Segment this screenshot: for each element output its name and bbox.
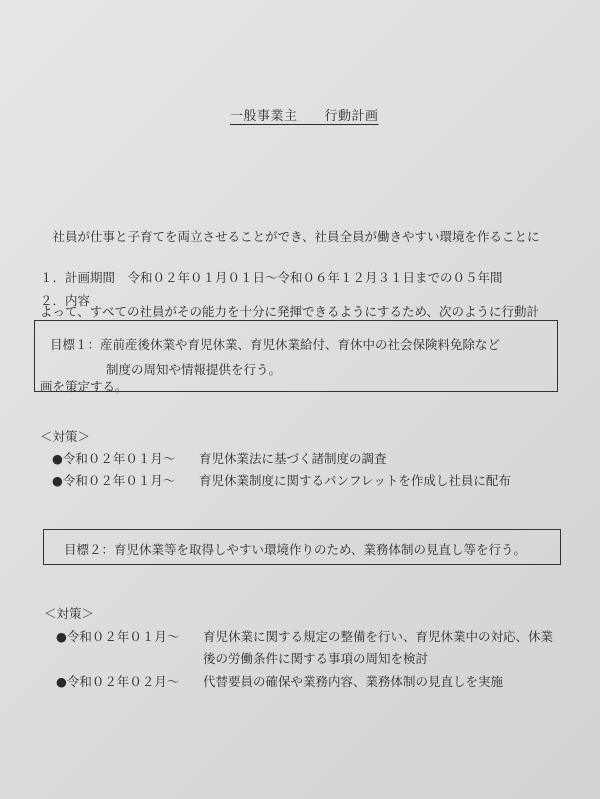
content-heading: ２．内容	[40, 293, 91, 308]
intro-line-2: よって、すべての社員がその能力を十分に発揮できるようにするため、次のように行動計	[40, 304, 540, 319]
measure-2-2-date: ●令和０２年０２月～	[56, 674, 180, 689]
intro-paragraph	[40, 174, 585, 449]
goal-1-line-2: 制度の周知や情報提供を行う。	[106, 362, 282, 377]
document-title: 一般事業主 行動計画	[230, 109, 379, 124]
measure-1-1-date: ●令和０２年０１月～	[52, 451, 176, 466]
goal-1-box	[34, 320, 558, 392]
measure-1-2-date: ●令和０２年０１月～	[52, 473, 176, 488]
goal-2-line-1: 目標２：育児休業等を取得しやすい環境作りのため、業務体制の見直し等を行う。	[64, 542, 527, 557]
measure-2-1-text: 育児休業に関する規定の整備を行い、育児休業中の対応、休業	[203, 629, 554, 644]
measures-1-label: ＜対策＞	[40, 429, 91, 444]
measure-2-2	[56, 672, 566, 690]
goal-1-line-1: 目標１：産前産後休業や育児休業、育児休業給付、育休中の社会保険料免除など	[50, 337, 501, 352]
intro-line-3: 画を策定する。	[40, 379, 128, 394]
measures-2-label: ＜対策＞	[44, 606, 95, 621]
plan-period: １．計画期間 令和０２年０１月０１日～令和０６年１２月３１日までの０５年間	[40, 270, 503, 285]
measure-1-2	[52, 471, 552, 489]
intro-line-1: 社員が仕事と子育てを両立させることができ、社員全員が働きやすい環境を作ることに	[40, 229, 540, 244]
measure-2-2-text: 代替要員の確保や業務内容、業務体制の見直しを実施	[203, 674, 504, 689]
measure-2-1-date: ●令和０２年０１月～	[56, 629, 180, 644]
measure-2-1	[56, 627, 566, 667]
measure-1-2-text: 育児休業制度に関するパンフレットを作成し社員に配布	[199, 473, 511, 488]
measure-2-1-text-continued: 後の労働条件に関する事項の周知を検討	[203, 651, 429, 666]
measure-1-1	[52, 449, 552, 467]
measure-1-1-text: 育児休業法に基づく諸制度の調査	[199, 451, 387, 466]
